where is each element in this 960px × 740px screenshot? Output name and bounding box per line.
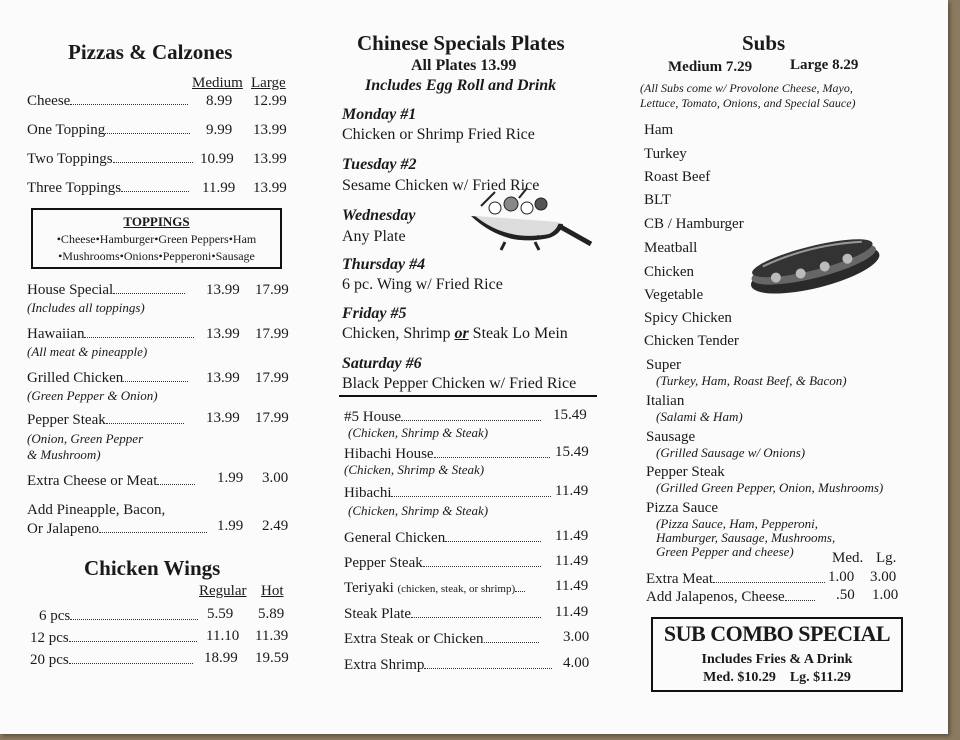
plate-item: Hibachi [344,485,551,502]
subs-note: (All Subs come w/ Provolone Cheese, Mayo, [640,81,853,95]
sub-item: Spicy Chicken [644,310,732,326]
price-regular: 5.59 [207,606,234,622]
col-regular: Regular [199,583,247,599]
col-large: Large [251,75,286,91]
plate-item: Extra Steak or Chicken [344,631,539,648]
sub-item: CB / Hamburger [644,216,744,232]
wings-item: 6 pcs [39,608,198,625]
day-dish: Sesame Chicken w/ Fried Rice [342,177,540,194]
price-large: 17.99 [255,370,289,386]
wings-item: 12 pcs [30,630,197,647]
day-dish: Chicken or Shrimp Fried Rice [342,126,535,143]
price-large: 3.00 [262,470,289,486]
col-medium: Medium [192,75,243,91]
menu-item: Or Jalapeno [27,521,207,538]
price-large: 12.99 [253,93,287,109]
menu-item: One Topping [27,122,190,139]
menu-item: Three Toppings [27,180,189,197]
sub-special: Pepper Steak [646,464,725,480]
day-heading: Tuesday #2 [342,156,417,173]
sub-extra: Extra Meat [646,571,825,588]
day-dish: 6 pc. Wing w/ Fried Rice [342,276,503,293]
sub-special: Pizza Sauce [646,500,719,516]
sub-item: Turkey [644,146,687,162]
item-desc: (Grilled Sausage w/ Onions) [656,445,806,460]
plate-price: 11.49 [555,553,589,569]
chinese-subtitle: All Plates 13.99 [411,57,517,74]
item-desc: (Chicken, Shrimp & Steak) [348,503,489,518]
price-hot: 19.59 [255,650,289,666]
menu-item: House Special [27,282,185,299]
day-heading: Thursday #4 [342,256,426,273]
price-lg: 3.00 [870,569,897,585]
plate-price: 11.49 [555,483,589,499]
plate-item: General Chicken [344,530,541,547]
col-hot: Hot [261,583,284,599]
menu-item: Extra Cheese or Meat [27,473,195,490]
item-desc: (Grilled Green Pepper, Onion, Mushrooms) [656,480,884,495]
price-medium: 1.99 [217,518,244,534]
toppings-line: •Cheese•Hamburger•Green Peppers•Ham [56,232,257,246]
item-desc: (Chicken, Shrimp & Steak) [344,462,485,477]
price-large: 13.99 [253,180,287,196]
menu-item: Grilled Chicken [27,370,188,387]
price-medium: 1.99 [217,470,244,486]
subs-title: Subs [742,31,786,55]
item-desc: (Green Pepper & Onion) [27,388,158,403]
plate-item: Teriyaki (chicken, steak, or shrimp) [344,580,525,597]
day-heading: Monday #1 [342,106,417,123]
item-desc: & Mushroom) [27,447,101,462]
menu-item: Add Pineapple, Bacon, [27,502,166,518]
sub-item: Chicken [644,264,694,280]
item-desc: (Pizza Sauce, Ham, Pepperoni, [656,516,818,531]
sub-special: Super [646,357,681,373]
price-large: 2.49 [262,518,289,534]
col-lg: Lg. [876,550,897,566]
combo-prices: Med. $10.29 Lg. $11.29 [703,670,851,685]
plate-price: 11.49 [555,578,589,594]
sub-item: BLT [644,192,671,208]
sub-item: Ham [644,122,674,138]
plate-price: 11.49 [555,604,589,620]
price-hot: 11.39 [255,628,289,644]
day-dish: Black Pepper Chicken w/ Fried Rice [342,375,577,392]
divider [339,395,597,397]
toppings-line: •Mushrooms•Onions•Pepperoni•Sausage [58,249,255,263]
item-desc: (Turkey, Ham, Roast Beef, & Bacon) [656,373,847,388]
item-desc: (All meat & pineapple) [27,344,148,359]
day-heading: Friday #5 [342,305,407,322]
price-large: 13.99 [253,151,287,167]
price-medium: 9.99 [206,122,233,138]
plate-item: Steak Plate [344,606,541,623]
day-dish: Any Plate [342,228,406,245]
item-desc: Hamburger, Sausage, Mushrooms, [656,530,836,545]
wok-icon [465,186,597,258]
menu-item: Pepper Steak [27,412,184,429]
sub-combo-box [651,617,903,692]
wings-title: Chicken Wings [84,556,221,580]
plate-price: 3.00 [563,629,590,645]
price-medium: 10.99 [200,151,234,167]
price-regular: 11.10 [206,628,240,644]
sub-item: Meatball [644,240,698,256]
item-desc: (Onion, Green Pepper [27,431,144,446]
plate-item: Hibachi House [344,446,550,463]
day-heading: Wednesday [342,207,416,224]
day-heading: Saturday #6 [342,355,422,372]
price-lg: 1.00 [872,587,899,603]
sub-item: Vegetable [644,287,704,303]
price-large: 13.99 [253,122,287,138]
price-large: 17.99 [255,282,289,298]
combo-title: SUB COMBO SPECIAL [663,621,891,646]
sub-special: Sausage [646,429,696,445]
chinese-subtitle2: Includes Egg Roll and Drink [365,77,557,94]
sub-item: Chicken Tender [644,333,739,349]
price-medium: 13.99 [206,410,240,426]
price-medium: 8.99 [206,93,233,109]
sub-item: Roast Beef [644,169,711,185]
plate-item: Extra Shrimp [344,657,552,674]
item-desc: (Includes all toppings) [27,300,145,315]
price-med: .50 [836,587,855,603]
plate-price: 11.49 [555,528,589,544]
item-desc: (Salami & Ham) [656,409,743,424]
price-large: 17.99 [255,326,289,342]
col-med: Med. [832,550,864,566]
item-desc: (Chicken, Shrimp & Steak) [348,425,489,440]
sub-special: Italian [646,393,685,409]
sub-extra: Add Jalapenos, Cheese [646,589,815,606]
plate-item: #5 House [344,409,541,426]
chinese-title: Chinese Specials Plates [357,31,565,55]
combo-line: Includes Fries & A Drink [701,652,853,667]
pizzas-title: Pizzas & Calzones [68,40,233,64]
price-medium: 13.99 [206,370,240,386]
price-medium: 11.99 [202,180,236,196]
menu-item: Hawaiian [27,326,194,343]
wings-item: 20 pcs [30,652,193,669]
plate-item: Pepper Steak [344,555,541,572]
menu-item: Two Toppings [27,151,193,168]
subs-note: Lettuce, Tomato, Onions, and Special Sauce) [640,96,856,110]
price-regular: 18.99 [204,650,238,666]
plate-price: 4.00 [563,655,590,671]
price-medium: 13.99 [206,282,240,298]
day-dish: Chicken, Shrimp or Steak Lo Mein [342,325,568,342]
plate-price: 15.49 [555,444,589,460]
price-med: 1.00 [828,569,855,585]
sub-sandwich-icon [744,224,884,306]
item-desc: Green Pepper and cheese) [656,544,794,559]
menu-item: Cheese [27,93,188,110]
price-large: 17.99 [255,410,289,426]
plate-price: 15.49 [553,407,587,423]
price-hot: 5.89 [258,606,285,622]
toppings-title: TOPPINGS [123,214,190,229]
price-medium: 13.99 [206,326,240,342]
subs-large-price: Large 8.29 [790,57,859,73]
toppings-box [31,208,282,269]
subs-medium-price: Medium 7.29 [668,59,753,75]
